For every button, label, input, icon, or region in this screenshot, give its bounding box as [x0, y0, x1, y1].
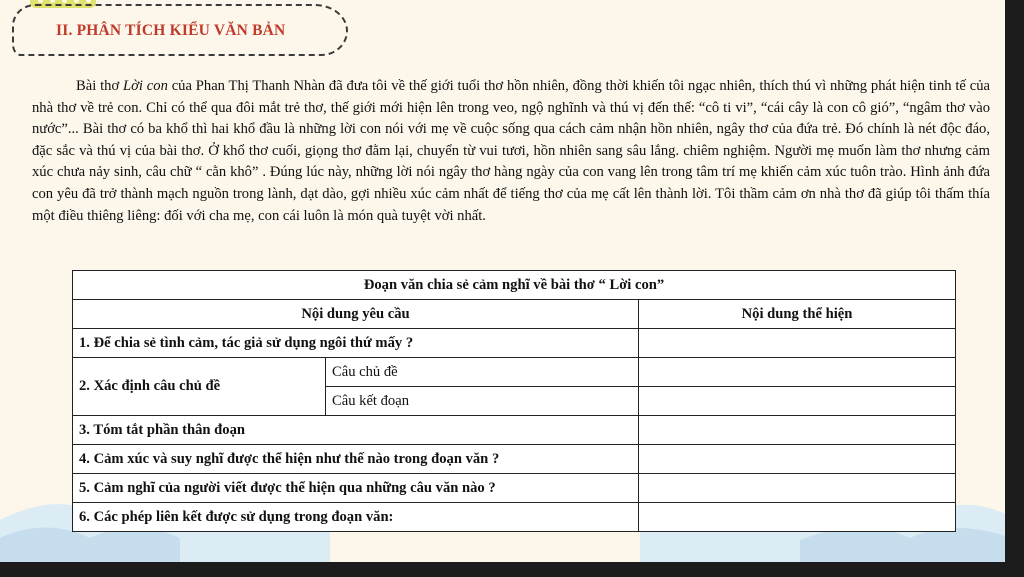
column-header-requirements: Nội dung yêu cầu	[73, 300, 639, 329]
answer-cell-3[interactable]	[639, 416, 956, 445]
column-header-content: Nội dung thể hiện	[639, 300, 956, 329]
body-paragraph: Bài thơ Lời con của Phan Thị Thanh Nhàn đã đưa tôi về thế giới tuổi thơ hồn nhiên, đồng thời khiến tôi ngạc nhiên, thích thú vì những phát hiện tinh tế của nhà thơ về trẻ con. Chỉ có thể qua đôi mắt trẻ thơ, thế giới mới hiện lên trong veo, ngộ nghĩnh và thú vị đến thế: “cô ti vi”, “cái cây là con cô gió”, “ngâm thơ vào nước”... Bài thơ có ba khổ thì hai khổ đầu là những lời con nói với mẹ về cuộc sống qua cách cảm nhận hồn nhiên, ngây thơ của đứa trẻ. Đó chính là nét độc đáo, đặc sắc và thú vị của bài thơ. Ở khổ thơ cuối, giọng thơ đằm lại, chuyển từ vui tươi, hồn nhiên sang sâu lắng. chiêm nghiệm. Người mẹ muốn làm thơ nhưng cảm xúc chưa nảy sinh, câu chữ “ cằn khô” . Đúng lúc này, những lời nói ngây thơ hàng ngày của con vang lên trong tâm trí mẹ khiến cảm xúc tuôn trào. Hình ảnh đứa con yêu đã trở thành mạch nguồn trong lành, dạt dào, gợi nhiều xúc cảm nhất để tiếng thơ của mẹ cất lên thành lời. Tôi thầm cảm ơn nhà thơ đã giúp tôi thấm thía một điều thiêng liêng: đối với cha mẹ, con cái luôn là món quà tuyệt vời nhất.	[32, 78, 990, 224]
question-2: 2. Xác định câu chủ đề	[73, 358, 326, 416]
table-row	[73, 329, 956, 358]
subquestion-closing-sentence: Câu kết đoạn	[326, 387, 639, 416]
table-row	[73, 358, 956, 387]
answer-cell-2b[interactable]	[639, 387, 956, 416]
table-row	[73, 503, 956, 532]
analysis-table	[72, 270, 956, 532]
question-4: 4. Cảm xúc và suy nghĩ được thể hiện như thế nào trong đoạn văn ?	[73, 445, 639, 474]
question-3: 3. Tóm tắt phần thân đoạn	[73, 416, 639, 445]
table-row	[73, 445, 956, 474]
question-5: 5. Cảm nghĩ của người viết được thể hiện qua những câu văn nào ?	[73, 474, 639, 503]
poem-title: Lời con	[123, 78, 168, 94]
answer-cell-6[interactable]	[639, 503, 956, 532]
answer-cell-2a[interactable]	[639, 358, 956, 387]
bottom-border	[0, 562, 1024, 577]
section-title: II. PHÂN TÍCH KIỂU VĂN BẢN	[56, 22, 286, 39]
table-row	[73, 416, 956, 445]
table-row	[73, 474, 956, 503]
table-title: Đoạn văn chia sẻ cảm nghĩ về bài thơ “ Lời con”	[73, 271, 956, 300]
question-1: 1. Để chia sẻ tình cảm, tác giả sử dụng ngôi thứ mấy ?	[73, 329, 639, 358]
question-6: 6. Các phép liên kết được sử dụng trong đoạn văn:	[73, 503, 639, 532]
answer-cell-1[interactable]	[639, 329, 956, 358]
subquestion-topic-sentence: Câu chủ đề	[326, 358, 639, 387]
answer-cell-5[interactable]	[639, 474, 956, 503]
right-border	[1005, 0, 1024, 577]
answer-cell-4[interactable]	[639, 445, 956, 474]
